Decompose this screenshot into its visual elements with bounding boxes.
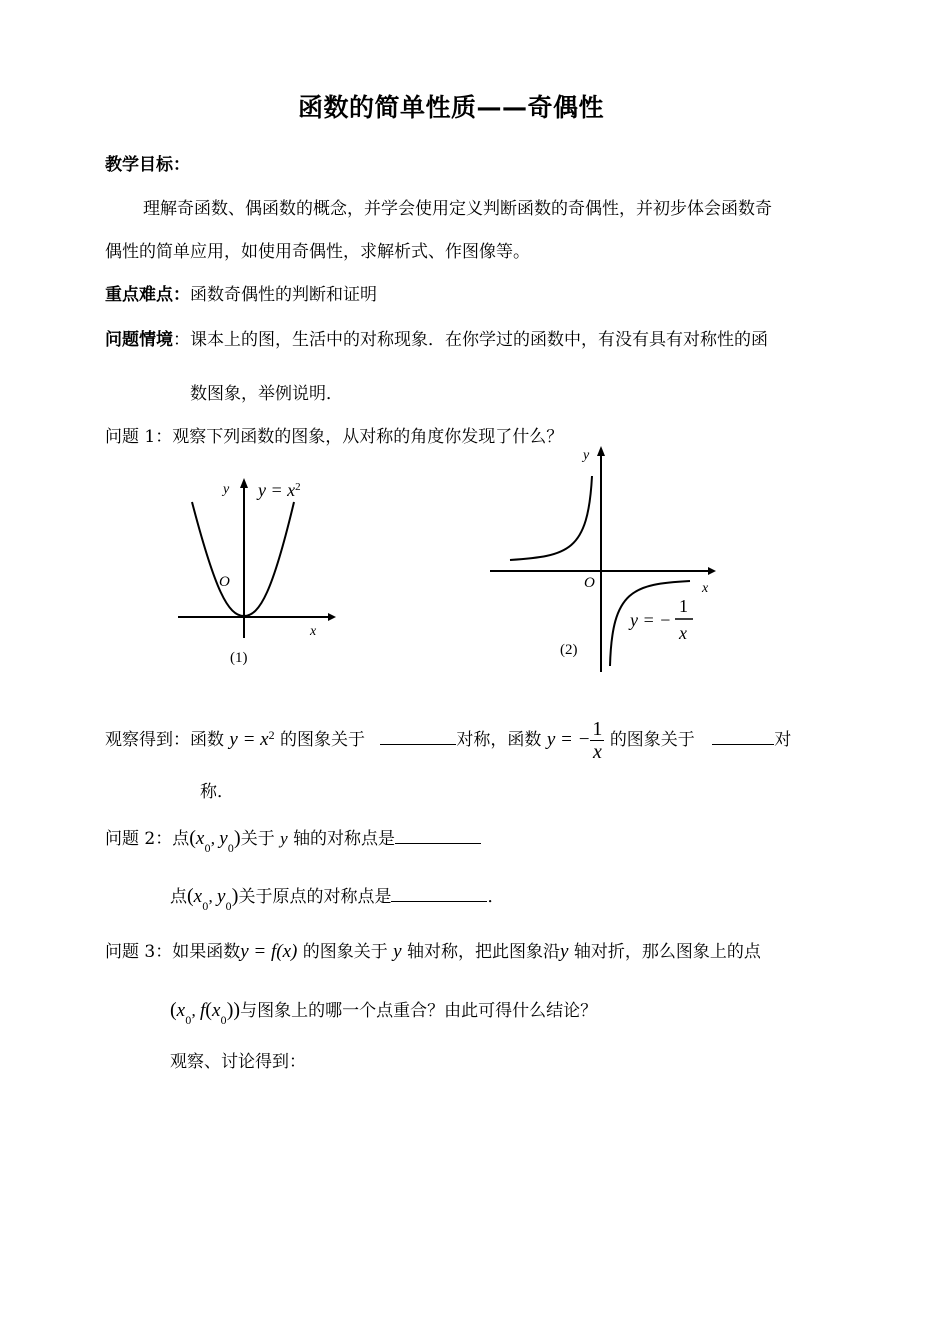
objectives-line1: 理解奇函数、偶函数的概念，并学会使用定义判断函数的奇偶性，并初步体会函数奇 bbox=[143, 199, 772, 219]
q2-line2-var-y: y bbox=[216, 886, 226, 907]
graph2-origin-label: O bbox=[584, 575, 595, 591]
answer-blank-2[interactable] bbox=[712, 728, 774, 745]
scenario-colon: ： bbox=[173, 330, 190, 350]
y-axis-arrow-icon bbox=[240, 478, 248, 488]
scenario-line1 bbox=[105, 328, 768, 352]
observe-eq1-var: y bbox=[229, 729, 238, 750]
question-3-line2: ($x_0$, $f(x_0)$)与图象上的哪一个点重合？由此可得什么结论？ bbox=[170, 999, 598, 1027]
question-2-line1: 问题 2：点($x_0$, $y_0$)关于 y 轴的对称点是 bbox=[105, 826, 481, 854]
q3-line2-text: 与图象上的哪一个点重合？由此可得什么结论？ bbox=[240, 1001, 598, 1021]
x-axis-arrow-icon bbox=[708, 567, 716, 575]
q3-axis-var-2: y bbox=[560, 941, 569, 962]
graph2-eq-den: x bbox=[679, 623, 687, 643]
scenario-label: 问题情境 bbox=[105, 330, 173, 350]
observe-eq2-num: 1 bbox=[592, 718, 603, 740]
graph2-caption: (2) bbox=[560, 642, 578, 658]
q2-axis-var: y bbox=[280, 829, 288, 848]
q2-period: ． bbox=[487, 887, 505, 907]
answer-blank-1[interactable] bbox=[380, 728, 456, 745]
scenario-text1: 课本上的图，生活中的对称现象．在你学过的函数中，有没有具有对称性的函 bbox=[190, 330, 768, 350]
q2-sub-x: 0 bbox=[204, 844, 211, 855]
graph1-eq-exp: 2 bbox=[295, 481, 301, 493]
q3-label: 问题 3：如果函数 bbox=[105, 942, 241, 962]
graph2-eq-num: 1 bbox=[679, 596, 688, 616]
graph1-eq-lhs: y = x bbox=[258, 480, 296, 500]
graph1-y-label: y bbox=[223, 482, 230, 497]
graph1-equation bbox=[256, 480, 301, 500]
answer-blank-4[interactable] bbox=[391, 885, 487, 902]
observation-line1 bbox=[105, 718, 791, 768]
question-3-line1 bbox=[105, 940, 761, 964]
scenario-line2: 数图象，举例说明． bbox=[190, 384, 343, 404]
observe-mid2: 对称，函数 bbox=[456, 730, 542, 750]
observe-eq1-rest: = x bbox=[237, 729, 269, 750]
q3-point-sub1: 0 bbox=[185, 1016, 192, 1027]
observe-end1: 对 bbox=[774, 730, 792, 750]
q3-text1: 的图象关于 bbox=[302, 942, 388, 962]
q2-var-x: x bbox=[195, 828, 205, 849]
q2-line2-var-x: x bbox=[193, 886, 203, 907]
y-axis-arrow-icon bbox=[597, 446, 605, 456]
observe-eq2-lhs: y = − bbox=[546, 729, 591, 750]
q3-point-sub2: 0 bbox=[220, 1016, 227, 1027]
q2-sub-y: 0 bbox=[227, 844, 235, 855]
objectives-line2: 偶性的简单应用，如使用奇偶性，求解析式、作图像等。 bbox=[105, 242, 530, 262]
question-3-line3: 观察、讨论得到： bbox=[170, 1052, 306, 1072]
graph2-eq-lhs: y = − bbox=[630, 610, 672, 630]
observe-prefix: 观察得到：函数 bbox=[105, 730, 224, 750]
answer-blank-3[interactable] bbox=[395, 827, 481, 844]
keypoints-line bbox=[105, 283, 377, 307]
question-2-line2: 点($x_0$, $y_0$)关于原点的对称点是 ． bbox=[170, 885, 505, 913]
q2-label: 问题 2：点 bbox=[105, 829, 190, 849]
graph1-caption: (1) bbox=[230, 650, 248, 666]
observation-line2: 称． bbox=[200, 782, 234, 802]
q3-axis-var-1: y bbox=[393, 941, 402, 962]
q2-line2-sub-y: 0 bbox=[225, 902, 232, 913]
q2-var-y: y bbox=[219, 828, 228, 849]
graph2-x-label: x bbox=[702, 581, 709, 596]
q2-text2: 轴的对称点是 bbox=[293, 829, 396, 849]
keypoints-text: 函数奇偶性的判断和证明 bbox=[190, 285, 377, 305]
page-title: 函数的简单性质——奇偶性 bbox=[298, 93, 605, 122]
graph-parabola bbox=[170, 470, 340, 670]
observe-mid1: 的图象关于 bbox=[280, 730, 366, 750]
graph-hyperbola bbox=[488, 440, 728, 680]
hyperbola-branch-left bbox=[510, 476, 592, 560]
q3-point-f: f bbox=[199, 1000, 206, 1021]
q3-text2: 轴对称，把此图象沿 bbox=[407, 942, 561, 962]
graph2-y-label: y bbox=[583, 448, 590, 463]
q3-point-x2: x bbox=[211, 1000, 221, 1021]
observe-eq1-exp: 2 bbox=[268, 728, 275, 742]
q2-line2-text: 关于原点的对称点是 bbox=[238, 887, 392, 907]
observe-eq1 bbox=[229, 729, 274, 750]
q2-text1: 关于 bbox=[240, 829, 275, 849]
question-1: 问题 1：观察下列函数的图象，从对称的角度你发现了什么？ bbox=[105, 427, 564, 447]
graph1-x-label: x bbox=[310, 624, 317, 639]
q3-func: y = f(x) bbox=[240, 941, 298, 962]
objectives-label: 教学目标： bbox=[105, 155, 190, 175]
q2-line2-prefix: 点 bbox=[170, 887, 187, 907]
q3-text3: 轴对折，那么图象上的点 bbox=[573, 942, 761, 962]
x-axis-arrow-icon bbox=[328, 613, 336, 621]
observe-mid3: 的图象关于 bbox=[609, 730, 695, 750]
observe-eq2-den: x bbox=[590, 740, 604, 763]
graph1-origin-label: O bbox=[219, 574, 230, 590]
q3-point-x: x bbox=[176, 1000, 186, 1021]
keypoints-label: 重点难点： bbox=[105, 285, 190, 305]
q2-line2-sub-x: 0 bbox=[202, 902, 209, 913]
observe-eq2-frac bbox=[590, 718, 604, 763]
